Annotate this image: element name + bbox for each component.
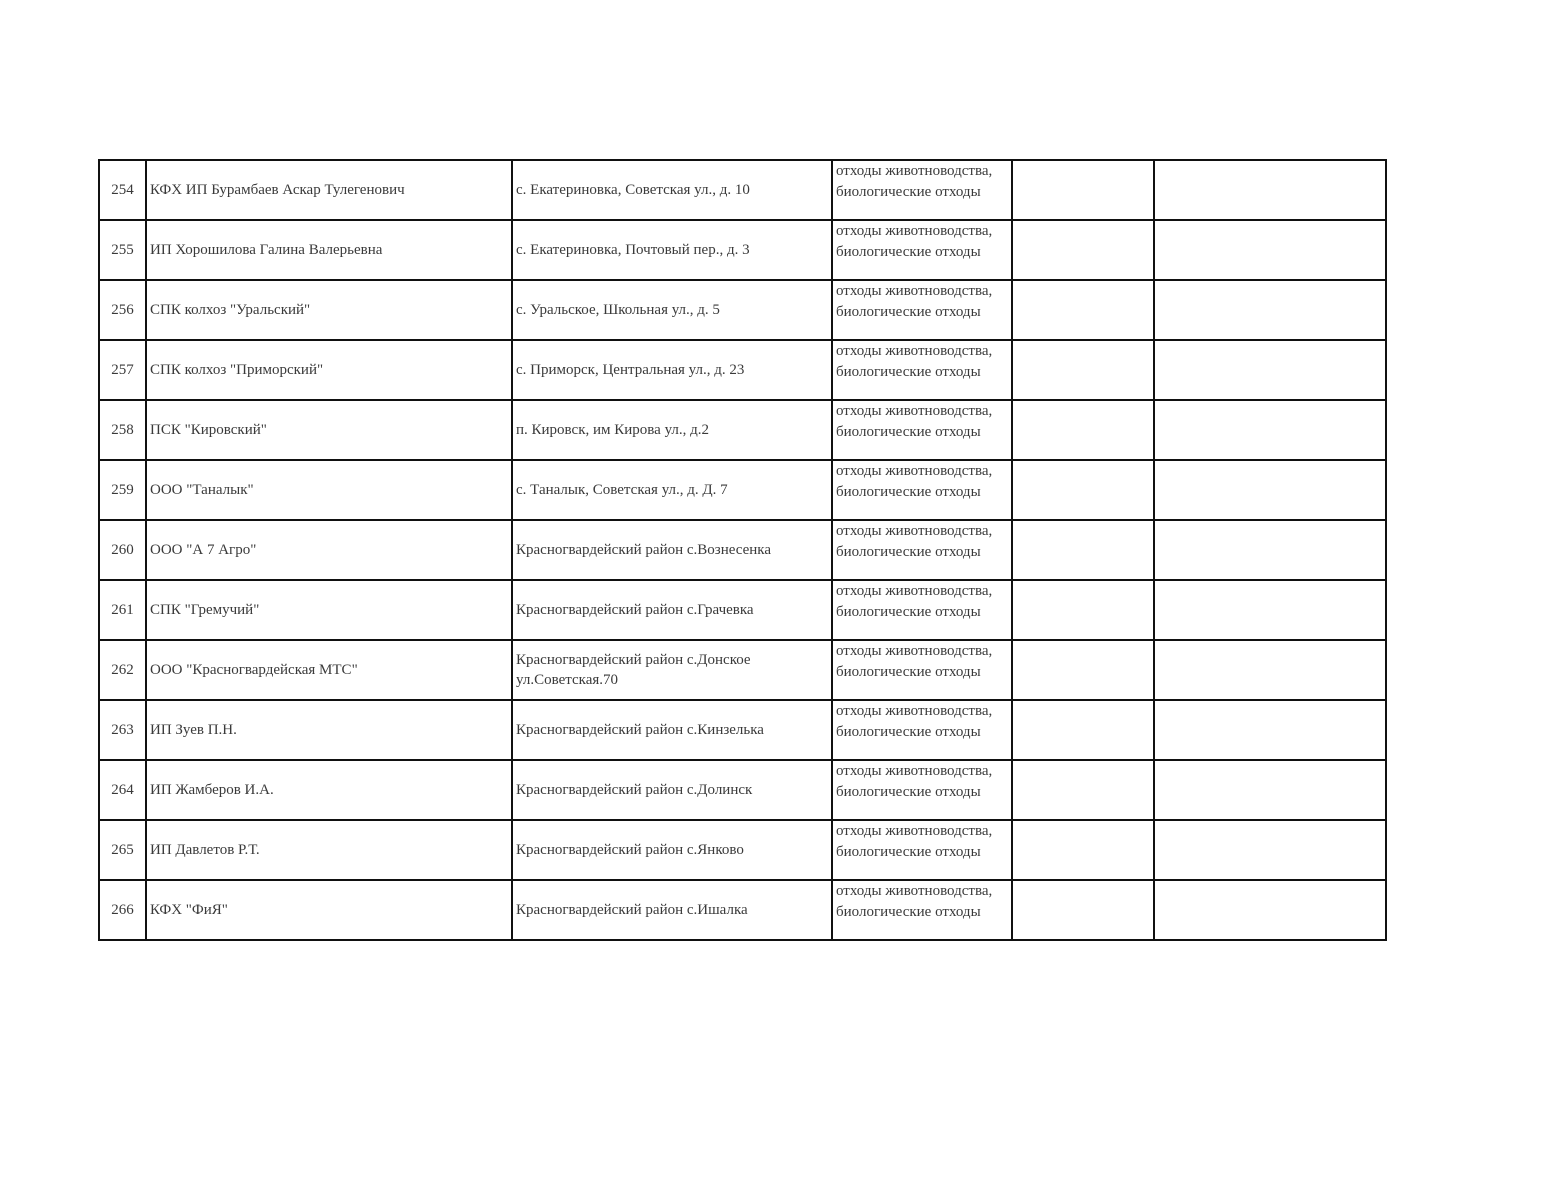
waste-type-line-1: отходы животноводства, [836, 283, 993, 299]
table-body [99, 160, 1386, 940]
waste-type-line-2: биологические отходы [836, 364, 981, 380]
organization-name: СПК колхоз "Приморский" [146, 340, 512, 400]
organization-name: ИП Зуев П.Н. [146, 700, 512, 760]
empty-cell-6 [1154, 640, 1386, 700]
empty-cell-6 [1154, 580, 1386, 640]
table-row [99, 700, 1386, 760]
organization-name: ИП Хорошилова Галина Валерьевна [146, 220, 512, 280]
row-number: 263 [99, 700, 146, 760]
organization-address: Красногвардейский район с.Грачевка [512, 580, 832, 640]
organization-address: Красногвардейский район с.Долинск [512, 760, 832, 820]
waste-type [832, 520, 1012, 580]
empty-cell-6 [1154, 280, 1386, 340]
table-row [99, 220, 1386, 280]
empty-cell-5 [1012, 520, 1154, 580]
empty-cell-6 [1154, 820, 1386, 880]
organization-address: с. Таналык, Советская ул., д. Д. 7 [512, 460, 832, 520]
row-number: 258 [99, 400, 146, 460]
table-row [99, 640, 1386, 700]
row-number: 256 [99, 280, 146, 340]
waste-type [832, 160, 1012, 220]
organization-address: с. Уральское, Школьная ул., д. 5 [512, 280, 832, 340]
waste-type-line-1: отходы животноводства, [836, 763, 993, 779]
waste-type-line-2: биологические отходы [836, 604, 981, 620]
row-number: 266 [99, 880, 146, 940]
row-number: 259 [99, 460, 146, 520]
organization-address: Красногвардейский район с.Ишалка [512, 880, 832, 940]
waste-type [832, 880, 1012, 940]
waste-type [832, 340, 1012, 400]
table-row [99, 820, 1386, 880]
table-row [99, 520, 1386, 580]
organization-address: с. Приморск, Центральная ул., д. 23 [512, 340, 832, 400]
waste-type-line-1: отходы животноводства, [836, 343, 993, 359]
row-number: 254 [99, 160, 146, 220]
waste-type-line-2: биологические отходы [836, 544, 981, 560]
empty-cell-5 [1012, 820, 1154, 880]
waste-type-line-2: биологические отходы [836, 664, 981, 680]
table-row [99, 460, 1386, 520]
organization-name: СПК колхоз "Уральский" [146, 280, 512, 340]
organization-address: с. Екатериновка, Советская ул., д. 10 [512, 160, 832, 220]
empty-cell-6 [1154, 220, 1386, 280]
waste-type-line-1: отходы животноводства, [836, 163, 993, 179]
empty-cell-6 [1154, 460, 1386, 520]
waste-type-line-2: биологические отходы [836, 844, 981, 860]
empty-cell-6 [1154, 520, 1386, 580]
waste-type-line-1: отходы животноводства, [836, 463, 993, 479]
waste-type [832, 640, 1012, 700]
organization-address: Красногвардейский район с.Кинзелька [512, 700, 832, 760]
organization-name: ООО "А 7 Агро" [146, 520, 512, 580]
empty-cell-5 [1012, 460, 1154, 520]
organization-name: ИП Жамберов И.А. [146, 760, 512, 820]
row-number: 257 [99, 340, 146, 400]
empty-cell-5 [1012, 700, 1154, 760]
empty-cell-5 [1012, 580, 1154, 640]
empty-cell-6 [1154, 700, 1386, 760]
waste-type-line-2: биологические отходы [836, 184, 981, 200]
organization-address: Красногвардейский район с.Янково [512, 820, 832, 880]
row-number: 262 [99, 640, 146, 700]
empty-cell-5 [1012, 760, 1154, 820]
waste-type-line-2: биологические отходы [836, 484, 981, 500]
waste-type-line-1: отходы животноводства, [836, 583, 993, 599]
waste-type-line-2: биологические отходы [836, 244, 981, 260]
empty-cell-5 [1012, 220, 1154, 280]
organization-address: Красногвардейский район с.Донское ул.Советская.70 [512, 640, 832, 700]
organization-address: Красногвардейский район с.Вознесенка [512, 520, 832, 580]
organization-name: СПК "Гремучий" [146, 580, 512, 640]
waste-type [832, 580, 1012, 640]
waste-type-line-2: биологические отходы [836, 904, 981, 920]
empty-cell-6 [1154, 400, 1386, 460]
empty-cell-5 [1012, 160, 1154, 220]
table-row [99, 400, 1386, 460]
empty-cell-5 [1012, 400, 1154, 460]
row-number: 255 [99, 220, 146, 280]
table-row [99, 580, 1386, 640]
row-number: 264 [99, 760, 146, 820]
waste-type-line-2: биологические отходы [836, 784, 981, 800]
organization-name: КФХ "ФиЯ" [146, 880, 512, 940]
waste-type [832, 700, 1012, 760]
empty-cell-6 [1154, 760, 1386, 820]
table-row [99, 160, 1386, 220]
organization-address: п. Кировск, им Кирова ул., д.2 [512, 400, 832, 460]
row-number: 265 [99, 820, 146, 880]
registry-table [98, 159, 1387, 941]
empty-cell-6 [1154, 160, 1386, 220]
waste-type-line-1: отходы животноводства, [836, 643, 993, 659]
waste-type-line-1: отходы животноводства, [836, 223, 993, 239]
waste-type-line-2: биологические отходы [836, 724, 981, 740]
organization-name: ООО "Красногвардейская МТС" [146, 640, 512, 700]
organization-address: с. Екатериновка, Почтовый пер., д. 3 [512, 220, 832, 280]
waste-type [832, 820, 1012, 880]
empty-cell-5 [1012, 340, 1154, 400]
waste-type-line-1: отходы животноводства, [836, 703, 993, 719]
waste-type-line-1: отходы животноводства, [836, 823, 993, 839]
empty-cell-6 [1154, 340, 1386, 400]
waste-type [832, 220, 1012, 280]
waste-type [832, 400, 1012, 460]
table-row [99, 340, 1386, 400]
waste-type-line-2: биологические отходы [836, 304, 981, 320]
waste-type-line-1: отходы животноводства, [836, 403, 993, 419]
empty-cell-6 [1154, 880, 1386, 940]
empty-cell-5 [1012, 280, 1154, 340]
waste-type-line-1: отходы животноводства, [836, 523, 993, 539]
waste-type-line-2: биологические отходы [836, 424, 981, 440]
waste-type-line-1: отходы животноводства, [836, 883, 993, 899]
empty-cell-5 [1012, 640, 1154, 700]
table-row [99, 880, 1386, 940]
organization-name: ИП Давлетов Р.Т. [146, 820, 512, 880]
waste-type [832, 460, 1012, 520]
empty-cell-5 [1012, 880, 1154, 940]
waste-type [832, 280, 1012, 340]
waste-type [832, 760, 1012, 820]
organization-name: ООО "Таналык" [146, 460, 512, 520]
organization-name: КФХ ИП Бурамбаев Аскар Тулегенович [146, 160, 512, 220]
row-number: 260 [99, 520, 146, 580]
table-row [99, 280, 1386, 340]
row-number: 261 [99, 580, 146, 640]
organization-name: ПСК "Кировский" [146, 400, 512, 460]
table-row [99, 760, 1386, 820]
